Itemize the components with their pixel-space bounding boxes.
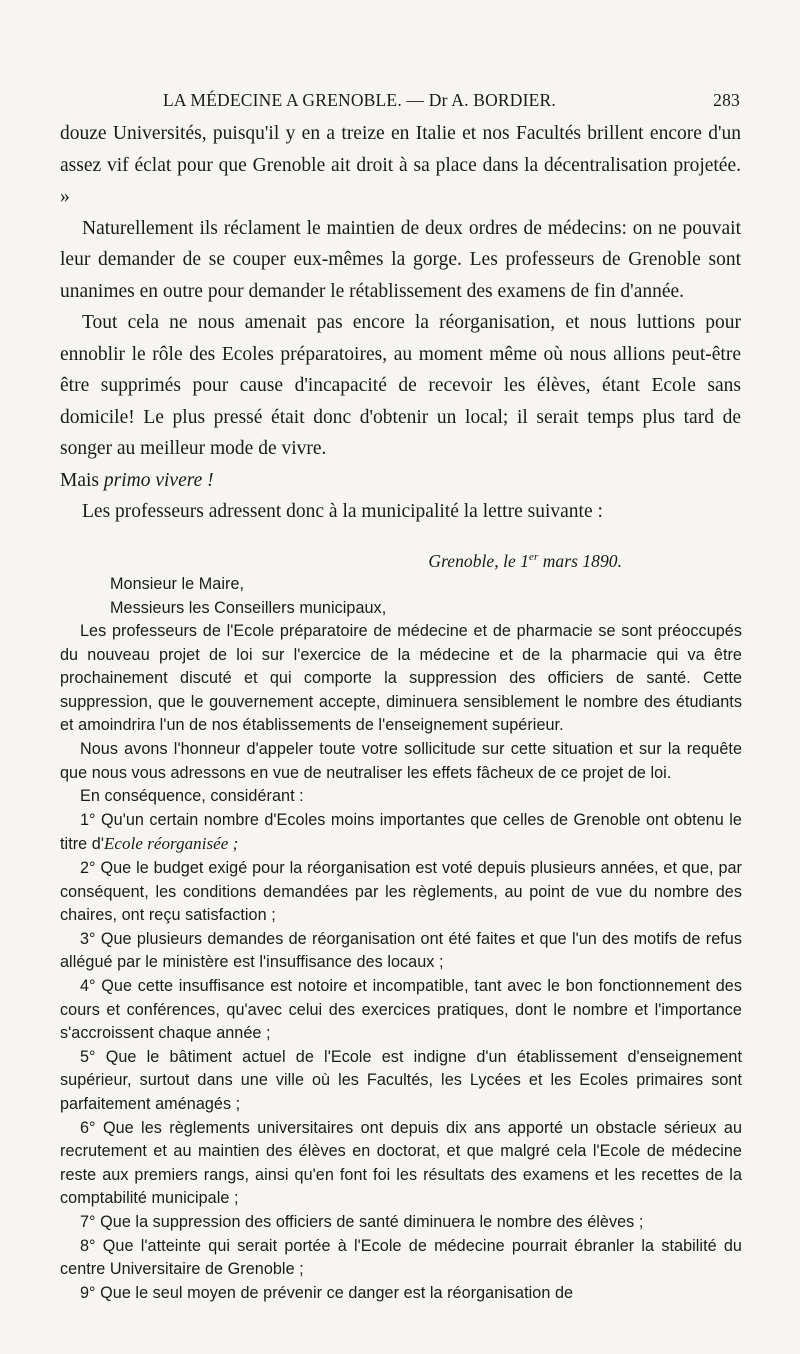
letter-list-item: 7° Que la suppression des officiers de santé diminuera le nombre des élèves ; (80, 1212, 644, 1231)
dateline-superscript: er (529, 550, 539, 563)
paragraph: Tout cela ne nous amenait pas encore la réorganisation, et nous luttions pour ennoblir le rôle des Ecoles préparatoires, au moment même où nous allions peut-être être supprimés pour cause d'incapacité de recevoir les élèves, étant Ecole sans domicile! Le plus pressé était donc d'obtenir un local; il serait temps plus tard de songer au meilleur mode de vivre. (60, 312, 741, 459)
italic-phrase: Ecole réorganisée ; (103, 834, 239, 854)
page-number: 283 (713, 90, 740, 110)
dateline-date: mars 1890. (538, 550, 622, 571)
letter-dateline (60, 546, 742, 573)
letter-list-item: 2° Que le budget exigé pour la réorganisation est voté depuis plusieurs années, et que, par conséquent, les conditions demandées par les règlements, au point de vue du nombre des chaires, ont reçu satisfaction ; (60, 859, 742, 925)
letter-salutation: Messieurs les Conseillers municipaux, (110, 598, 387, 617)
letter-list-item: 3° Que plusieurs demandes de réorganisation ont été faites et que l'un des motifs de refus allégué par le ministère est l'insuffisance des locaux ; (60, 929, 742, 972)
paragraph: douze Universités, puisqu'il y en a treize en Italie et nos Facultés brillent encore d'un assez vif éclat pour que Grenoble ait droit à sa place dans la décentralisation projetée. » (60, 123, 741, 207)
dateline-place: Grenoble, le 1 (428, 550, 530, 571)
letter-list-item: 8° Que l'atteinte qui serait portée à l'Ecole de médecine pourrait ébranler la stabilité du centre Universitaire de Grenoble ; (60, 1236, 742, 1279)
paragraph: Les professeurs adressent donc à la municipalité la lettre suivante : (82, 501, 603, 522)
letter-list-item: 4° Que cette insuffisance est notoire et incompatible, tant avec le bon fonctionnement des cours et conférences, qu'avec celui des exercices pratiques, dont le nombre et l'importance s'accroissent chaque année ; (60, 977, 742, 1043)
letter-list-item: 5° Que le bâtiment actuel de l'Ecole est indigne d'un établissement d'enseignement supérieur, surtout dans une ville où les Facultés, les Lycées et les Ecoles primaires sont parfaitement aménagés ; (60, 1047, 742, 1113)
running-head-title: LA MÉDECINE A GRENOBLE. — Dr A. BORDIER. (163, 90, 556, 110)
letter-list-item (60, 809, 742, 857)
letter-paragraph: Nous avons l'honneur d'appeler toute votre sollicitude sur cette situation et sur la requête que nous vous adressons en vue de neutraliser les effets fâcheux de ce projet de loi. (60, 740, 742, 782)
paragraph: Naturellement ils réclament le maintien de deux ordres de médecins: on ne pouvait leur demander de se couper eux-mêmes la gorge. Les professeurs de Grenoble sont unanimes en outre pour demander le rétablissement des examens de fin d'année. (60, 217, 741, 302)
text-run: 1° Qu'un certain nombre d'Ecoles moins importantes que celles de Grenoble ont obtenu le titre d' (60, 810, 742, 854)
body-text (60, 118, 741, 528)
letter-paragraph: En conséquence, considérant : (80, 787, 304, 806)
quoted-letter (60, 546, 742, 1306)
running-head (163, 90, 740, 114)
letter-salutation: Monsieur le Maire, (110, 574, 245, 593)
letter-list-item: 6° Que les règlements universitaires ont depuis dix ans apporté un obstacle sérieux au recrutement et au maintien des élèves en doctorat, et que malgré cela l'Ecole de médecine reste aux premiers rangs, ainsi qu'en font foi les résultats des examens et les recettes de la comptabilité municipale ; (60, 1118, 742, 1208)
paragraph (60, 465, 741, 497)
text-run: Mais (60, 469, 104, 491)
letter-list-item: 9° Que le seul moyen de prévenir ce danger est la réorganisation de (80, 1283, 574, 1302)
italic-phrase: primo vivere ! (103, 469, 214, 491)
letter-paragraph: Les professeurs de l'Ecole préparatoire de médecine et de pharmacie se sont préoccupés du nouveau projet de loi sur l'exercice de la médecine et de la pharmacie qui va être prochainement discuté et qui comporte la suppression des officiers de santé. Cette suppression, que le gouvernement accepte, diminuera sensiblement le nombre des étudiants et amoindrira l'un de nos établissements de l'enseignement supérieur. (60, 622, 742, 735)
